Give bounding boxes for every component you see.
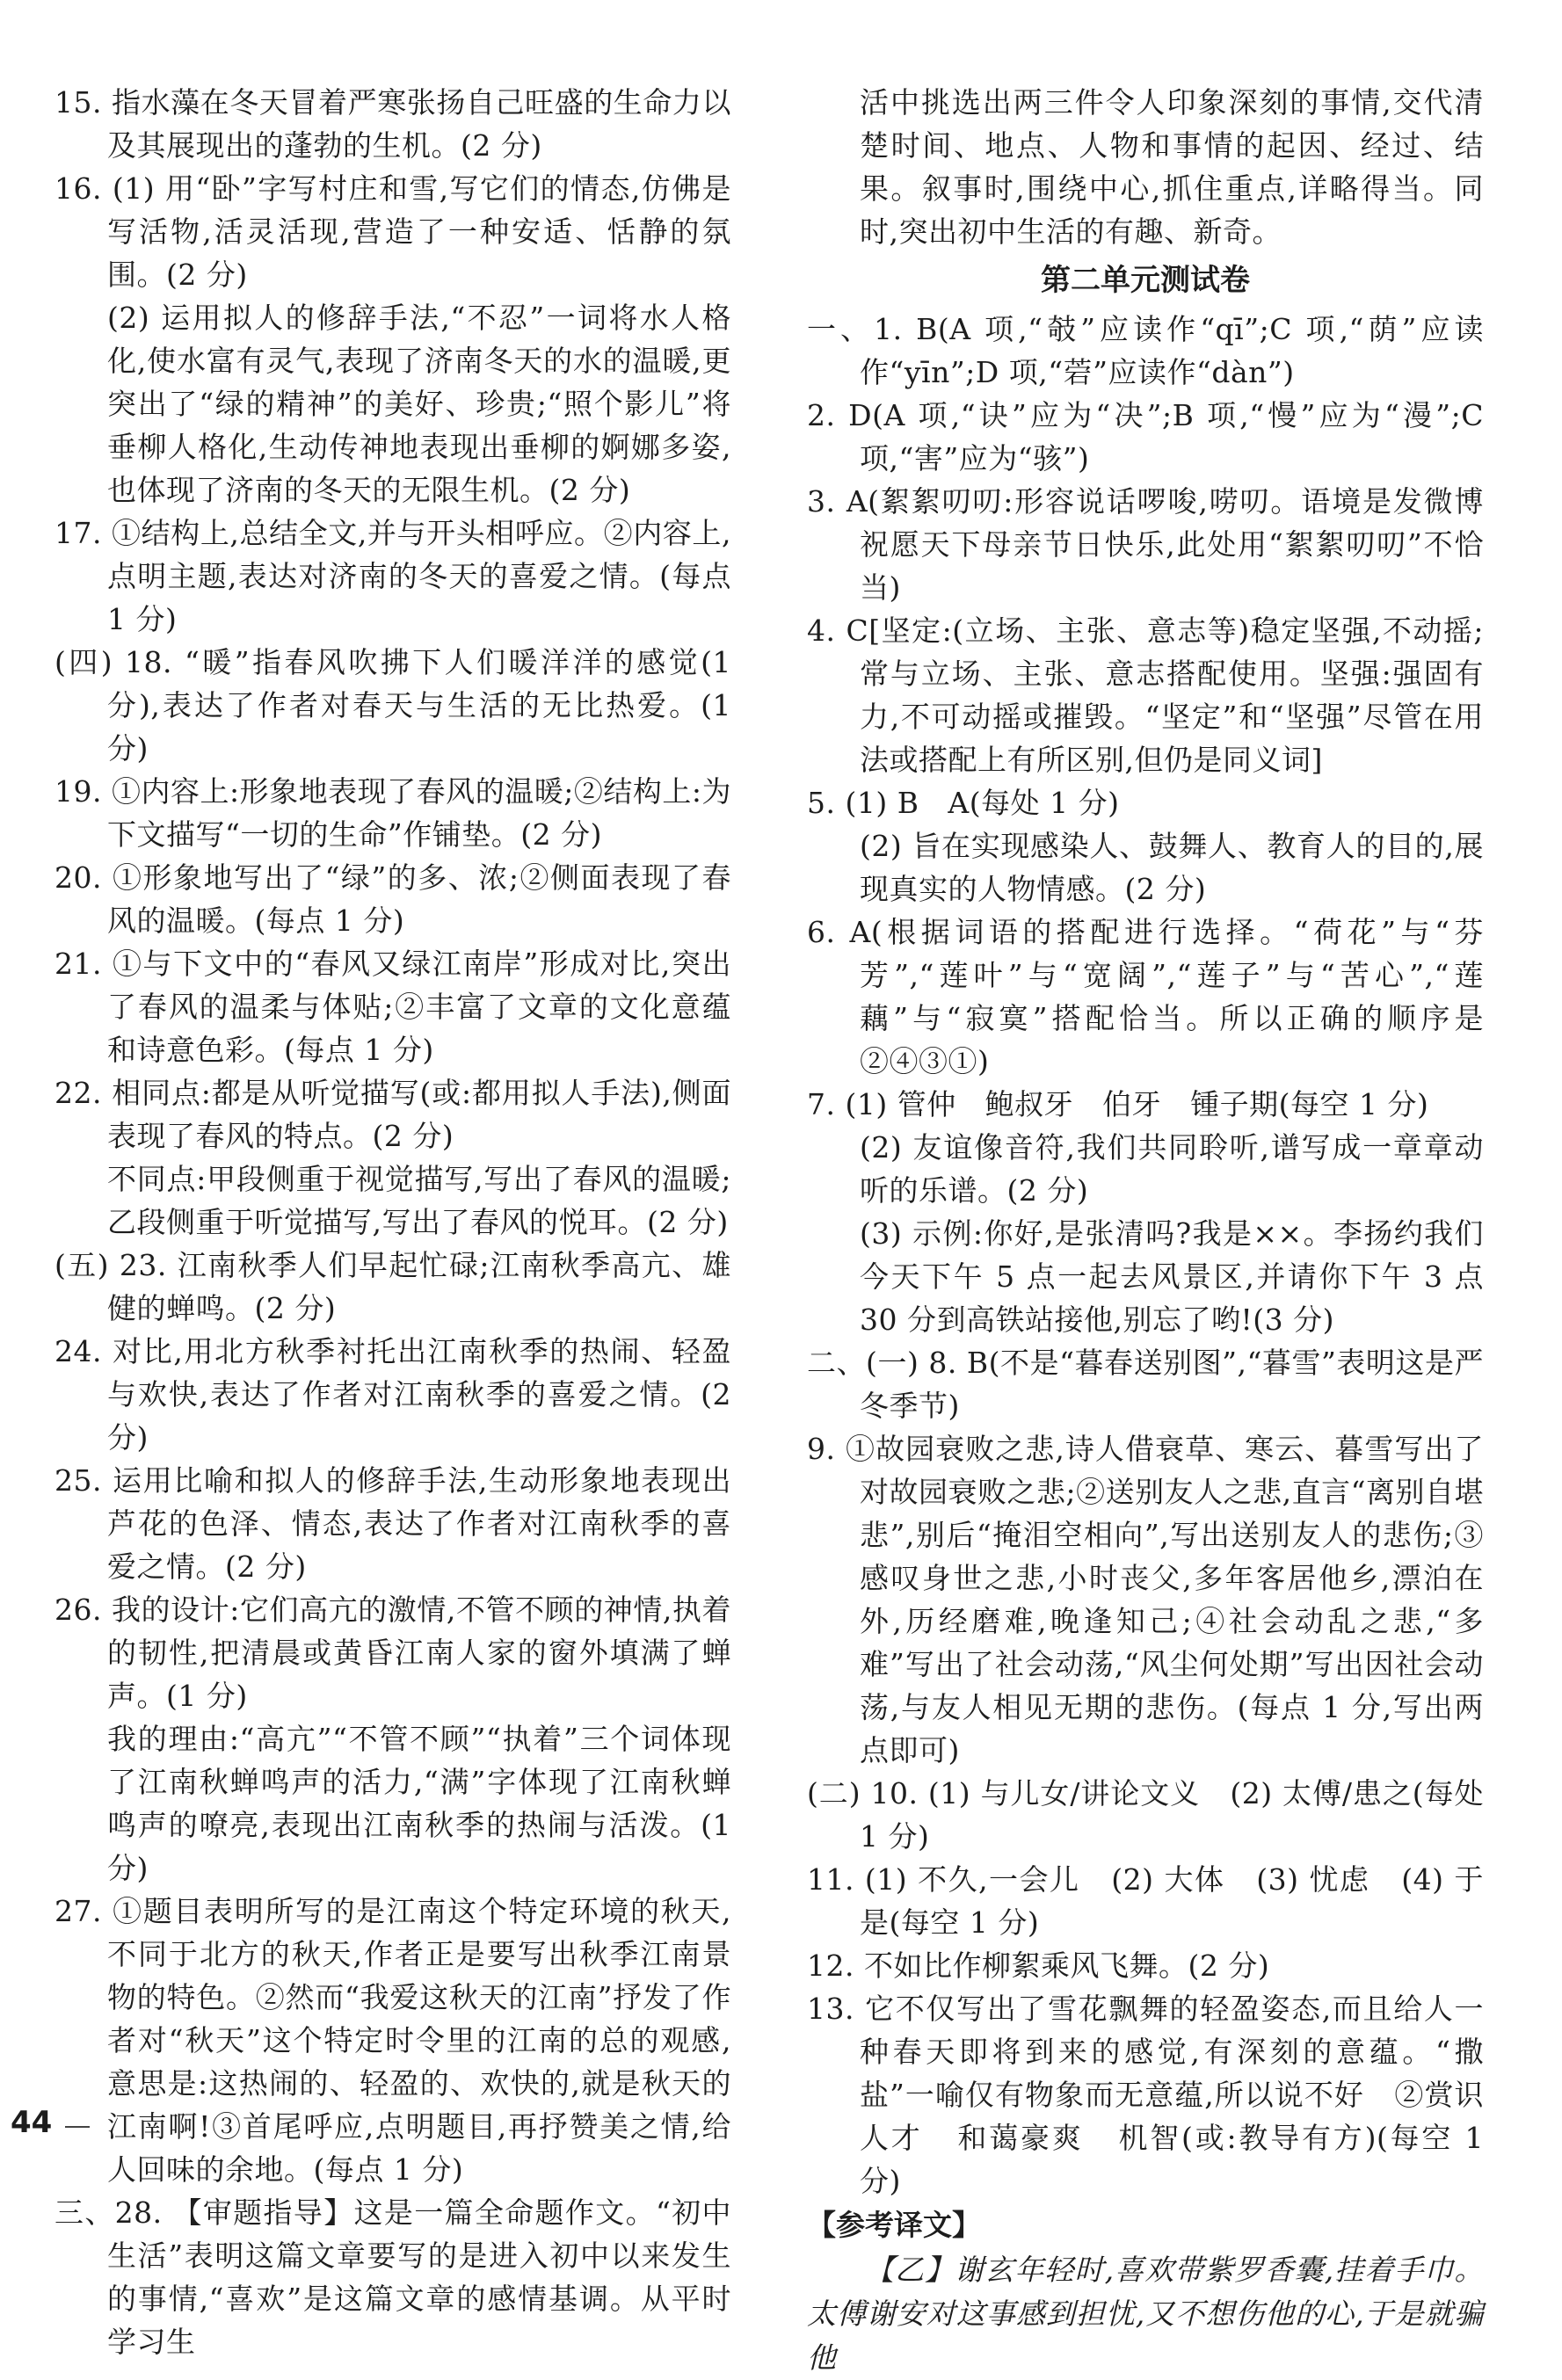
- answer-item: 2. D(A 项,“诀”应为“决”;B 项,“慢”应为“漫”;C 项,“害”应为“骇”): [807, 398, 1493, 475]
- answer-item: 9. ①故园衰败之悲,诗人借衰草、寒云、暮雪写出了对故园衰败之悲;②送别友人之悲,直言“离别自堪悲”,别后“掩泪空相向”,写出送别友人的悲伤;③感叹身世之悲,小时丧父,多年客居他乡,漂泊在外,历经磨难,晚逢知己;④社会动乱之悲,“多难”写出了社会动荡,“风尘何处期”写出因社会动荡,与友人相见无期的悲伤。(每点 1 分,写出两点即可): [807, 1432, 1484, 1767]
- answer-item: 21. ①与下文中的“春风又绿江南岸”形成对比,突出了春风的温柔与体贴;②丰富了文章的文化意蕴和诗意色彩。(每点 1 分): [54, 947, 731, 1067]
- answer-item: 22. 相同点:都是从听觉描写(或:都用拟人手法),侧面表现了春风的特点。(2 分): [54, 1076, 731, 1153]
- page-number-rule: [65, 2126, 90, 2128]
- answer-item: (二) 10. (1) 与儿女/讲论文义 (2) 太傅/患之(每处 1 分): [807, 1776, 1493, 1854]
- answer-item: 7. (1) 管仲 鲍叔牙 伯牙 锺子期(每空 1 分): [807, 1087, 1429, 1121]
- answer-item: 11. (1) 不久,一会儿 (2) 大体 (3) 忧虑 (4) 于是(每空 1 分): [807, 1862, 1484, 1940]
- left-column: [54, 81, 741, 2363]
- translation-heading: 【参考译文】: [807, 2208, 981, 2242]
- answer-subitem: (2) 运用拟人的修辞手法,“不忍”一词将水人格化,使水富有灵气,表现了济南冬天的水的温暖,更突出了“绿的精神”的美好、珍贵;“照个影儿”将垂柳人格化,生动传神地表现出垂柳的婀娜多姿,也体现了济南的冬天的无限生机。(2 分): [107, 301, 731, 507]
- right-column: [807, 81, 1493, 2380]
- answer-item: 5. (1) B A(每处 1 分): [807, 786, 1120, 820]
- answer-item: 一、1. B(A 项,“攲”应读作“qī”;C 项,“荫”应读作“yīn”;D 项,“菪”应读作“dàn”): [807, 312, 1484, 389]
- answer-item: 3. A(絮絮叨叨:形容说话啰唆,唠叨。语境是发微博祝愿天下母亲节日快乐,此处用“絮絮叨叨”不恰当): [807, 484, 1484, 605]
- section-title: 第二单元测试卷: [1041, 263, 1250, 298]
- answer-item: (五) 23. 江南秋季人们早起忙碌;江南秋季高亢、雄健的蝉鸣。(2 分): [54, 1248, 731, 1325]
- answer-item: 6. A(根据词语的搭配进行选择。“荷花”与“芬芳”,“莲叶”与“宽阔”,“莲子”与“苦心”,“莲藕”与“寂寞”搭配恰当。所以正确的顺序是②④③①): [807, 915, 1484, 1078]
- answer-item: 19. ①内容上:形象地表现了春风的温暖;②结构上:为下文描写“一切的生命”作铺垫。(2 分): [54, 774, 731, 852]
- answer-item: 15. 指水藻在冬天冒着严寒张扬自己旺盛的生命力以及其展现出的蓬勃的生机。(2 分): [54, 85, 731, 163]
- answer-item: 17. ①结构上,总结全文,并与开头相呼应。②内容上,点明主题,表达对济南的冬天的喜爱之情。(每点 1 分): [54, 516, 741, 636]
- page-number: 44: [11, 2105, 53, 2140]
- translation-text: 【乙】谢玄年轻时,喜欢带紫罗香囊,挂着手巾。太傅谢安对这事感到担忧,又不想伤他的心,于是就骗他: [807, 2253, 1484, 2375]
- answer-item: 4. C[坚定:(立场、主张、意志等)稳定坚强,不动摇;常与立场、主张、意志搭配使用。坚强:强固有力,不可动摇或摧毁。“坚定”和“坚强”尽管在用法或搭配上有所区别,但仍是同义词]: [807, 613, 1484, 777]
- answer-subitem: (3) 示例:你好,是张清吗?我是××。李扬约我们今天下午 5 点一起去风景区,并请你下午 3 点 30 分到高铁站接他,别忘了哟!(3 分): [860, 1216, 1493, 1337]
- answer-item: 27. ①题目表明所写的是江南这个特定环境的秋天,不同于北方的秋天,作者正是要写出秋季江南景物的特色。②然而“我爱这秋天的江南”抒发了作者对“秋天”这个特定时令里的江南的总的观感,意思是:这热闹的、轻盈的、欢快的,就是秋天的江南啊!③首尾呼应,点明题目,再抒赞美之情,给人回味的余地。(每点 1 分): [54, 1894, 731, 2187]
- answer-continuation: 活中挑选出两三件令人印象深刻的事情,交代清楚时间、地点、人物和事情的起因、经过、结果。叙事时,围绕中心,抓住重点,详略得当。同时,突出初中生活的有趣、新奇。: [860, 85, 1484, 249]
- answer-item: 26. 我的设计:它们高亢的激情,不管不顾的神情,执着的韧性,把清晨或黄昏江南人家的窗外填满了蝉声。(1 分): [54, 1593, 731, 1713]
- answer-subitem: 不同点:甲段侧重于视觉描写,写出了春风的温暖;乙段侧重于听觉描写,写出了春风的悦耳。(2 分): [107, 1162, 731, 1239]
- answer-item: 13. 它不仅写出了雪花飘舞的轻盈姿态,而且给人一种春天即将到来的感觉,有深刻的意蕴。“撒盐”一喻仅有物象而无意蕴,所以说不好 ②赏识人才 和蔼豪爽 机智(或:教导有方)(每空 1 分): [807, 1992, 1493, 2198]
- answer-subitem: (2) 友谊像音符,我们共同聆听,谱写成一章章动听的乐谱。(2 分): [860, 1130, 1484, 1208]
- answer-item: 16. (1) 用“卧”字写村庄和雪,写它们的情态,仿佛是写活物,活灵活现,营造了一种安适、恬静的氛围。(2 分): [54, 171, 731, 292]
- answer-subitem: 我的理由:“高亢”“不管不顾”“执着”三个词体现了江南秋蝉鸣声的活力,“满”字体现了江南秋蝉鸣声的嘹亮,表现出江南秋季的热闹与活泼。(1 分): [107, 1722, 741, 1885]
- answer-item: 三、28. 【审题指导】这是一篇全命题作文。“初中生活”表明这篇文章要写的是进入初中以来发生的事情,“喜欢”是这篇文章的感情基调。从平时学习生: [54, 2195, 731, 2359]
- answer-item: (四) 18. “暖”指春风吹拂下人们暖洋洋的感觉(1 分),表达了作者对春天与生活的无比热爱。(1 分): [54, 645, 741, 766]
- answer-item: 20. ①形象地写出了“绿”的多、浓;②侧面表现了春风的温暖。(每点 1 分): [54, 860, 731, 938]
- answer-item: 24. 对比,用北方秋季衬托出江南秋季的热闹、轻盈与欢快,表达了作者对江南秋季的喜爱之情。(2 分): [54, 1334, 741, 1455]
- answer-subitem: (2) 旨在实现感染人、鼓舞人、教育人的目的,展现真实的人物情感。(2 分): [860, 829, 1484, 906]
- answer-item: 25. 运用比喻和拟人的修辞手法,生动形象地表现出芦花的色泽、情态,表达了作者对江南秋季的喜爱之情。(2 分): [54, 1463, 731, 1584]
- answer-item: 二、(一) 8. B(不是“暮春送别图”,“暮雪”表明这是严冬季节): [807, 1346, 1484, 1423]
- answer-item: 12. 不如比作柳絮乘风飞舞。(2 分): [807, 1948, 1270, 1983]
